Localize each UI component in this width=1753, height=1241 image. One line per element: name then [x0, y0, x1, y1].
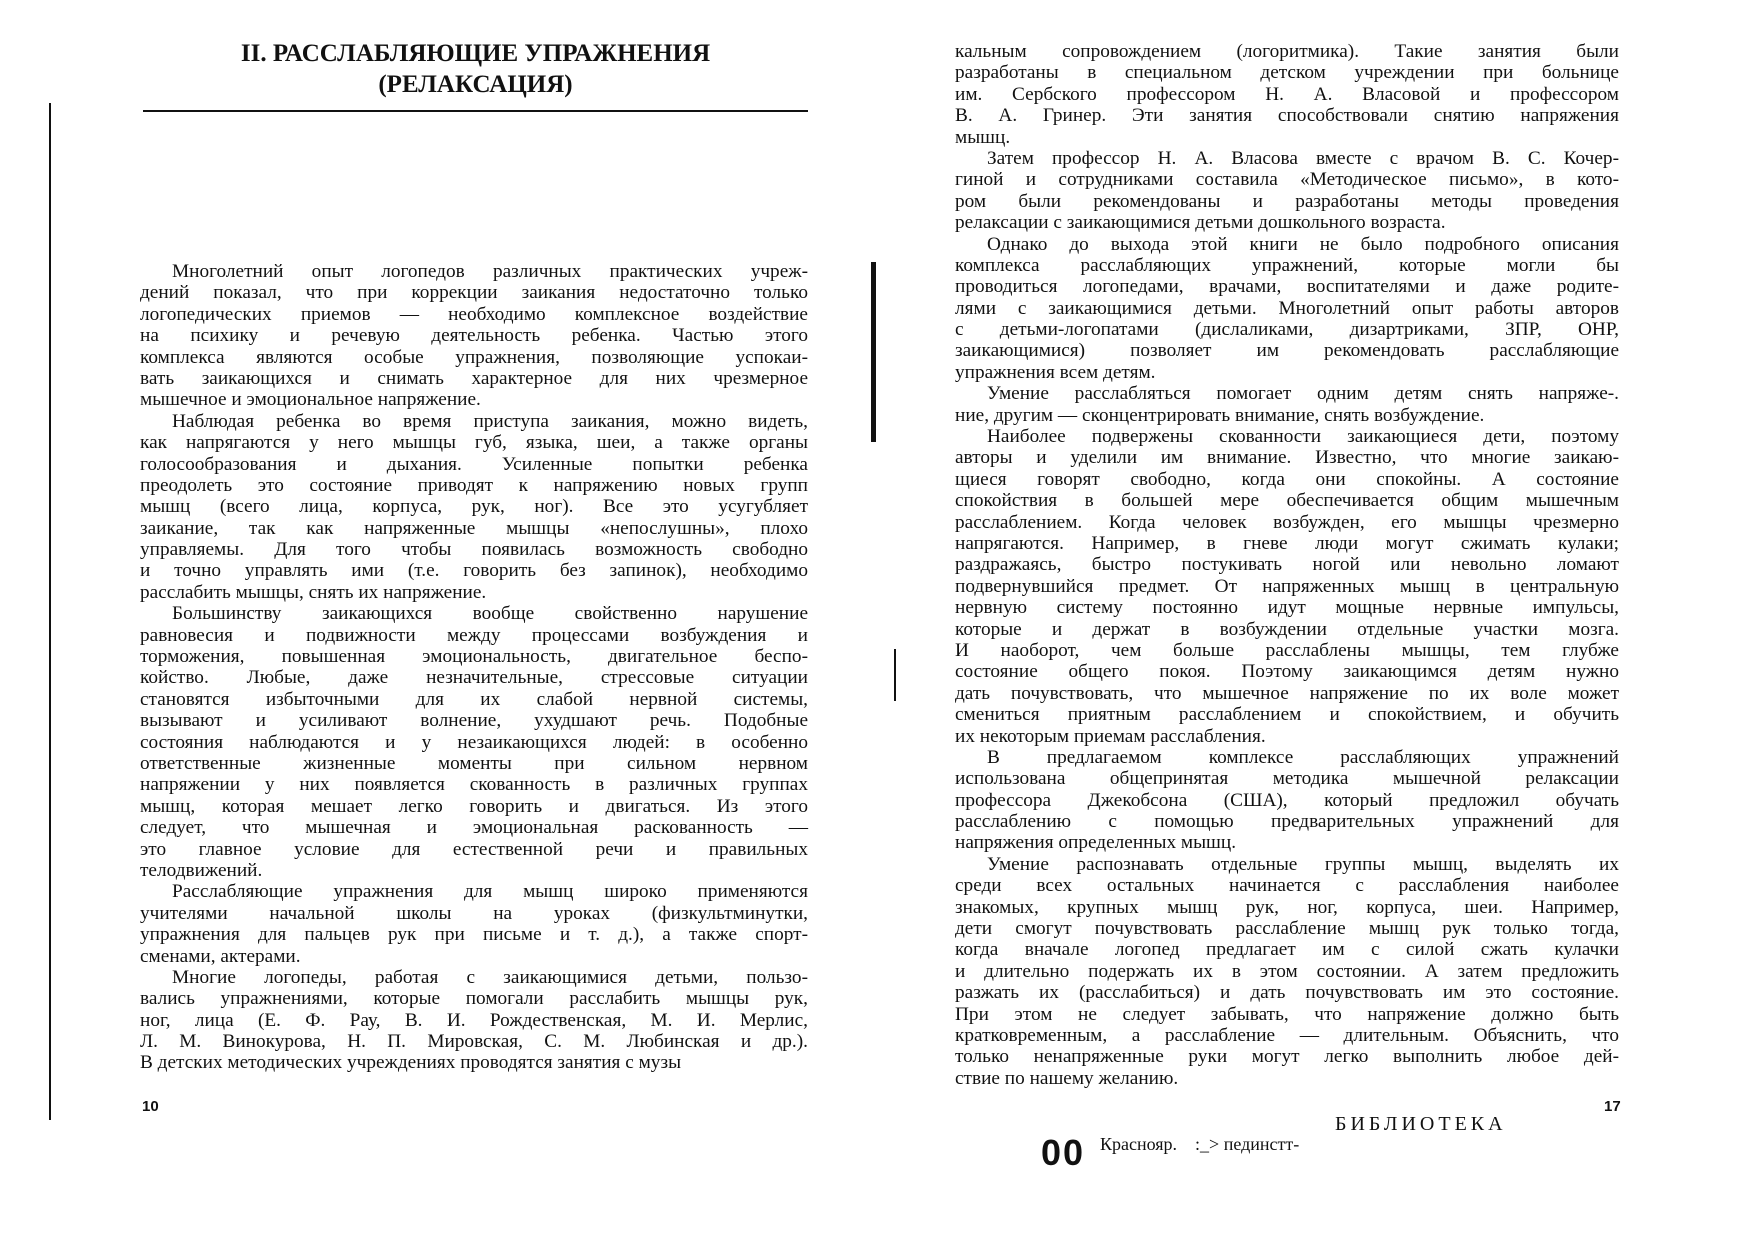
text-line: дети смогут почувствовать расслабление мышц рук только тогда, — [955, 918, 1619, 940]
title-rule — [143, 110, 808, 112]
paragraph — [955, 383, 1619, 426]
text-line: равновесия и подвижности между процессами возбуждения и — [140, 624, 808, 646]
text-line: ром были рекомендованы и разработаны методы проведения — [955, 190, 1619, 212]
text-line: ног, лица (Е. Ф. Рау, В. И. Рождественская, М. И. Мерлис, — [140, 1009, 808, 1031]
text-line: В. А. Гринер. Эти занятия способствовали снятию напряжения — [955, 105, 1619, 127]
text-line: сменами, актерами. — [140, 945, 301, 967]
text-line: Наблюдая ребенка во время приступа заикания, можно видеть, — [172, 410, 808, 432]
text-line: Расслабляющие упражнения для мышц широко применяются — [172, 881, 808, 903]
text-line: управляемы. Для того чтобы появилась возможность свободно — [140, 539, 808, 561]
left-page-body — [140, 261, 808, 1074]
text-line: упражнения всем детям. — [955, 361, 1156, 383]
right-page-body — [955, 41, 1619, 1089]
text-line: дать почувствовать, что мышечное напряжение по их воле может — [955, 682, 1619, 704]
text-line: кратковременным, а расслабление — длительным. Объяснить, что — [955, 1024, 1619, 1046]
text-line: и длительно подержать их в этом состоянии. А затем предложить — [955, 960, 1619, 982]
text-line: торможения, повышенная эмоциональность, двигательное беспо- — [140, 646, 808, 668]
paragraph — [140, 967, 808, 1074]
text-line: это главное условие для естественной речи и правильных — [140, 838, 808, 860]
text-line: Л. М. Винокурова, Н. П. Мировская, С. М. Любинская и др.). — [140, 1031, 808, 1053]
library-stamp-title: БИБЛИОТЕКА — [1335, 1113, 1507, 1135]
text-line: мышц (всего лица, корпуса, рук, ног). Все это усугубляет — [140, 496, 808, 518]
scan-artifact-line — [894, 649, 896, 701]
text-line: проводиться логопедами, врачами, воспитателями и даже родите- — [955, 276, 1619, 298]
text-line: Наиболее подвержены скованности заикающиеся дети, поэтому — [987, 426, 1619, 448]
text-line: вать заикающихся и снимать характерное для них чрезмерное — [140, 367, 808, 389]
text-line: заикание, так как напряженные мышцы «непослушны», плохо — [140, 517, 808, 539]
text-line: Многие логопеды, работая с заикающимися детьми, пользо- — [172, 966, 808, 988]
text-line: койство. Любые, даже незначительные, стрессовые ситуации — [140, 667, 808, 689]
text-line: напрягаются. Например, в гневе люди могут сжимать кулаки; — [955, 532, 1619, 554]
text-line: и точно управлять ими (т.е. говорить без запинок), необходимо — [140, 560, 808, 582]
library-stamp-code: 00 — [1041, 1132, 1086, 1173]
text-line: которые и держат в возбуждении отдельные участки мозга. — [955, 618, 1619, 640]
text-line: состояния наблюдаются и у незаикающихся людей: в особенно — [140, 731, 808, 753]
library-stamp-institution: Краснояр. :_> пединстт- — [1100, 1134, 1300, 1154]
text-line: кальным сопровождением (логоритмика). Такие занятия были — [955, 41, 1619, 62]
chapter-title-line-1: II. РАССЛАБЛЯЮЩИЕ УПРАЖНЕНИЯ — [240, 40, 711, 67]
text-line: мышц. — [955, 126, 1011, 148]
text-line: разжать их (расслабиться) и дать почувствовать им это состояние. — [955, 982, 1619, 1004]
paragraph — [140, 881, 808, 967]
text-line: только ненапряженные руки могут легко выполнить любое дей- — [955, 1046, 1619, 1068]
paragraph — [955, 148, 1619, 234]
text-line: гиной и сотрудниками составила «Методическое письмо», в кото- — [955, 169, 1619, 191]
text-line: разработаны в специальном детском учреждении при больнице — [955, 62, 1619, 84]
text-line: авторы и уделили им внимание. Известно, что многие заикаю- — [955, 447, 1619, 469]
text-line: ответственные жизненные моменты при сильном нервном — [140, 752, 808, 774]
text-line: комплекса являются особые упражнения, позволяющие успокаи- — [140, 346, 808, 368]
text-line: на психику и речевую деятельность ребенка. Частью этого — [140, 325, 808, 347]
scan-artifact-bar — [871, 262, 876, 442]
text-line: Однако до выхода этой книги не было подробного описания — [987, 233, 1619, 255]
paragraph — [955, 747, 1619, 854]
text-line: релаксации с заикающимися детьми дошкольного возраста. — [955, 212, 1446, 234]
text-line: расслаблению с помощью предварительных упражнений для — [955, 811, 1619, 833]
paragraph — [955, 41, 1619, 148]
paragraph — [140, 261, 808, 411]
text-line: их некоторым приемам расслабления. — [955, 725, 1266, 747]
text-line: следует, что мышечная и эмоциональная раскованность — — [140, 817, 808, 839]
text-line: Многолетний опыт логопедов различных практических учреж- — [172, 261, 808, 282]
text-line: комплекса расслабляющих упражнений, которые могли бы — [955, 254, 1619, 276]
text-line: состояние общего покоя. Поэтому заикающимся детям нужно — [955, 661, 1619, 683]
text-line: В детских методических учреждениях проводятся занятия с музы — [140, 1052, 682, 1074]
text-line: раздражаясь, быстро постукивать ногой или невольно ломают — [955, 554, 1619, 576]
text-line: подвернувшийся предмет. От напряженных мышц в центральную — [955, 575, 1619, 597]
text-line: ние, другим — сконцентрировать внимание, снять возбуждение. — [955, 404, 1485, 426]
text-line: ствие по нашему желанию. — [955, 1067, 1179, 1089]
text-line: как напрягаются у него мышцы губ, языка, шеи, а также органы — [140, 432, 808, 454]
text-line: Умение расслабляться помогает одним детям снять напряже-. — [987, 383, 1619, 405]
text-line: Умение распознавать отдельные группы мышц, выделять их — [987, 853, 1619, 875]
page-number-left: 10 — [142, 1098, 159, 1115]
text-line: когда вначале логопед предлагает им с силой сжать кулачки — [955, 939, 1619, 961]
text-line: Большинству заикающихся вообще свойственно нарушение — [172, 603, 808, 625]
text-line: мышечное и эмоциональное напряжение. — [140, 389, 481, 411]
paragraph — [955, 426, 1619, 747]
text-line: напряжении у них появляется скованность в различных группах — [140, 774, 808, 796]
text-line: нервную систему постоянно идут мощные нервные импульсы, — [955, 597, 1619, 619]
text-line: среди всех остальных начинается с расслабления наиболее — [955, 875, 1619, 897]
paragraph — [140, 603, 808, 881]
page-margin-line — [49, 103, 51, 1120]
text-line: заикающимися) позволяет им рекомендовать расслабляющие — [955, 340, 1619, 362]
text-line: вызывают и усиливают волнение, ухудшают речь. Подобные — [140, 710, 808, 732]
text-line: учителями начальной школы на уроках (физкультминутки, — [140, 902, 808, 924]
text-line: вались упражнениями, которые помогали расслабить мышцы рук, — [140, 988, 808, 1010]
text-line: расслабить мышцы, снять их напряжение. — [140, 581, 487, 603]
text-line: лями с заикающимися детьми. Многолетний опыт работы авторов — [955, 297, 1619, 319]
paragraph — [140, 411, 808, 604]
text-line: телодвижений. — [140, 859, 263, 881]
text-line: спокойствия в большей мере обеспечивается общим мышечным — [955, 490, 1619, 512]
text-line: напряжения определенных мышц. — [955, 832, 1237, 854]
text-line: преодолеть это состояние приводят к напряжению новых групп — [140, 474, 808, 496]
text-line: Затем профессор Н. А. Власова вместе с врачом В. С. Кочер- — [987, 147, 1619, 169]
text-line: становятся избыточными для их слабой нервной системы, — [140, 688, 808, 710]
text-line: мышц, которая мешает легко говорить и двигаться. Из этого — [140, 795, 808, 817]
chapter-title-line-2: (РЕЛАКСАЦИЯ) — [378, 71, 573, 98]
text-line: В предлагаемом комплексе расслабляющих упражнений — [987, 746, 1619, 768]
text-line: логопедических приемов — необходимо комплексное воздействие — [140, 303, 808, 325]
text-line: использована общепринятая методика мышечной релаксации — [955, 768, 1619, 790]
text-line: профессора Джекобсона (США), который предложил обучать — [955, 789, 1619, 811]
page-number-right: 17 — [1604, 1098, 1621, 1115]
text-line: При этом не следует забывать, что напряжение должно быть — [955, 1003, 1619, 1025]
text-line: им. Сербского профессором Н. А. Власовой и профессором — [955, 83, 1619, 105]
text-line: с детьми-логопатами (дислаликами, дизартриками, ЗПР, ОНР, — [955, 319, 1619, 341]
paragraph — [955, 234, 1619, 384]
text-line: упражнения для пальцев рук при письме и т. д.), а также спорт- — [140, 924, 808, 946]
text-line: смениться приятным расслаблением и спокойствием, и обучить — [955, 704, 1619, 726]
text-line: дений показал, что при коррекции заикания недостаточно только — [140, 282, 808, 304]
text-line: знакомых, крупных мышц рук, ног, корпуса, шеи. Например, — [955, 896, 1619, 918]
text-line: расслаблением. Когда человек возбужден, его мышцы чрезмерно — [955, 511, 1619, 533]
chapter-title — [143, 38, 808, 100]
text-line: щиеся говорят свободно, когда они спокойны. А состояние — [955, 468, 1619, 490]
paragraph — [955, 854, 1619, 1089]
text-line: голосообразования и дыхания. Усиленные попытки ребенка — [140, 453, 808, 475]
text-line: И наоборот, чем больше расслаблены мышцы, тем глубже — [955, 639, 1619, 661]
